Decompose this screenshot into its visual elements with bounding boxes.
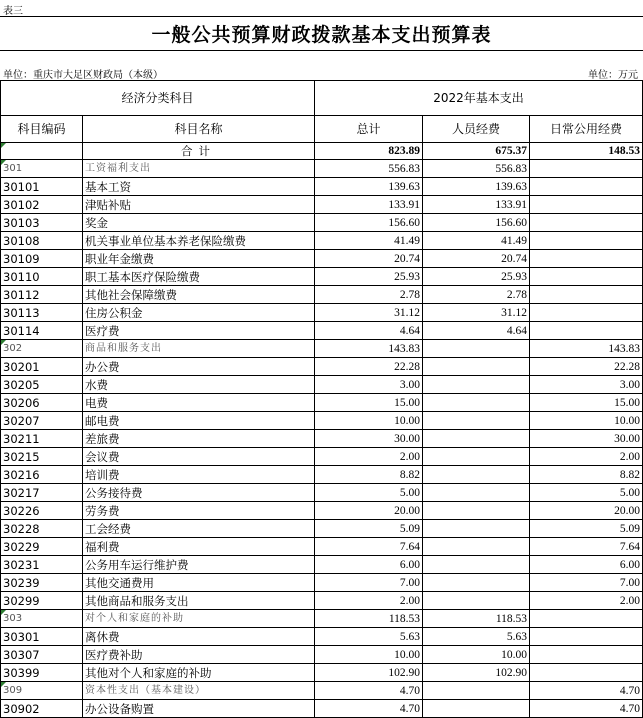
cell-public [530,610,643,628]
budget-table [0,80,643,718]
cell-public: 20.00 [530,502,643,520]
cell-personnel: 20.74 [423,250,530,268]
table-row [1,538,643,556]
table-row [1,466,643,484]
cell-name: 培训费 [83,466,315,484]
cell-total: 133.91 [315,196,423,214]
cell-name: 基本工资 [83,178,315,196]
table-row [1,502,643,520]
cell-code: 30109 [1,250,83,268]
table-row [1,358,643,376]
cell-total: 2.00 [315,592,423,610]
cell-total: 3.00 [315,376,423,394]
cell-total: 139.63 [315,178,423,196]
cell-total: 7.64 [315,538,423,556]
header-code: 科目编码 [1,116,83,143]
cell-code: 30216 [1,466,83,484]
cell-code: 302 [1,340,83,358]
cell-public: 15.00 [530,394,643,412]
total-code [1,143,83,160]
cell-personnel [423,358,530,376]
total-label: 合计 [83,143,315,160]
cell-code: 30307 [1,646,83,664]
header-row-group [1,81,643,116]
cell-total: 4.64 [315,322,423,340]
table-row [1,304,643,322]
cell-total: 22.28 [315,358,423,376]
header-row-columns [1,116,643,143]
cell-personnel [423,556,530,574]
cell-total: 2.00 [315,448,423,466]
table-row [1,520,643,538]
cell-total: 20.74 [315,250,423,268]
cell-code: 303 [1,610,83,628]
cell-public [530,196,643,214]
cell-name: 工资福利支出 [83,160,315,178]
cell-code: 30113 [1,304,83,322]
table-row [1,250,643,268]
table-row [1,286,643,304]
table-row [1,178,643,196]
table-row [1,700,643,718]
cell-public [530,322,643,340]
cell-public: 5.09 [530,520,643,538]
cell-total: 156.60 [315,214,423,232]
cell-name: 差旅费 [83,430,315,448]
cell-public: 7.64 [530,538,643,556]
cell-name: 会议费 [83,448,315,466]
cell-personnel: 10.00 [423,646,530,664]
cell-total: 7.00 [315,574,423,592]
cell-code: 30110 [1,268,83,286]
cell-total: 15.00 [315,394,423,412]
table-row [1,430,643,448]
cell-code: 30301 [1,628,83,646]
table-row [1,556,643,574]
header-economic-category: 经济分类科目 [1,81,315,116]
cell-name: 医疗费补助 [83,646,315,664]
cell-code: 30229 [1,538,83,556]
cell-name: 其他社会保障缴费 [83,286,315,304]
cell-personnel [423,484,530,502]
cell-personnel: 4.64 [423,322,530,340]
cell-name: 其他交通费用 [83,574,315,592]
cell-public: 3.00 [530,376,643,394]
cell-personnel [423,448,530,466]
cell-total: 5.63 [315,628,423,646]
cell-personnel: 139.63 [423,178,530,196]
cell-public [530,160,643,178]
cell-code: 30103 [1,214,83,232]
page-title: 一般公共预算财政拨款基本支出预算表 [151,24,492,46]
cell-name: 其他对个人和家庭的补助 [83,664,315,682]
cell-personnel: 5.63 [423,628,530,646]
cell-total: 2.78 [315,286,423,304]
cell-public: 10.00 [530,412,643,430]
cell-code: 30101 [1,178,83,196]
cell-personnel: 133.91 [423,196,530,214]
cell-total: 6.00 [315,556,423,574]
cell-code: 30205 [1,376,83,394]
cell-name: 职工基本医疗保险缴费 [83,268,315,286]
header-personnel: 人员经费 [423,116,530,143]
header-total: 总计 [315,116,423,143]
cell-personnel [423,538,530,556]
cell-public: 2.00 [530,448,643,466]
category-row [1,682,643,700]
cell-code: 30102 [1,196,83,214]
cell-public [530,250,643,268]
cell-public: 4.70 [530,700,643,718]
category-row [1,340,643,358]
cell-public [530,178,643,196]
top-divider [0,16,643,17]
cell-name: 邮电费 [83,412,315,430]
header-year-expense: 2022年基本支出 [315,81,643,116]
cell-name: 水费 [83,376,315,394]
cell-name: 电费 [83,394,315,412]
cell-personnel [423,592,530,610]
table-row [1,214,643,232]
cell-total: 31.12 [315,304,423,322]
cell-public [530,214,643,232]
cell-public: 2.00 [530,592,643,610]
cell-total: 4.70 [315,682,423,700]
cell-public [530,232,643,250]
cell-personnel [423,682,530,700]
table-row [1,592,643,610]
cell-public: 143.83 [530,340,643,358]
cell-code: 30226 [1,502,83,520]
table-row [1,232,643,250]
cell-personnel [423,412,530,430]
cell-personnel [423,502,530,520]
cell-total: 556.83 [315,160,423,178]
cell-total: 10.00 [315,646,423,664]
cell-total: 8.82 [315,466,423,484]
total-sum: 823.89 [315,143,423,160]
total-public: 148.53 [530,143,643,160]
cell-name: 工会经费 [83,520,315,538]
table-row [1,394,643,412]
table-row [1,664,643,682]
total-row [1,143,643,160]
table-row [1,628,643,646]
cell-public: 5.00 [530,484,643,502]
cell-public: 30.00 [530,430,643,448]
cell-personnel [423,520,530,538]
cell-name: 资本性支出（基本建设） [83,682,315,700]
cell-code: 30231 [1,556,83,574]
cell-name: 职业年金缴费 [83,250,315,268]
cell-personnel [423,340,530,358]
cell-total: 20.00 [315,502,423,520]
cell-code: 30201 [1,358,83,376]
cell-code: 30299 [1,592,83,610]
cell-total: 102.90 [315,664,423,682]
cell-public [530,628,643,646]
cell-name: 办公费 [83,358,315,376]
cell-total: 5.09 [315,520,423,538]
cell-code: 30228 [1,520,83,538]
cell-personnel: 41.49 [423,232,530,250]
cell-name: 劳务费 [83,502,315,520]
cell-code: 30902 [1,700,83,718]
cell-name: 机关事业单位基本养老保险缴费 [83,232,315,250]
cell-total: 4.70 [315,700,423,718]
cell-code: 30207 [1,412,83,430]
cell-name: 福利费 [83,538,315,556]
cell-code: 30239 [1,574,83,592]
table-row [1,268,643,286]
table-row [1,484,643,502]
cell-name: 离休费 [83,628,315,646]
cell-code: 30215 [1,448,83,466]
cell-code: 30211 [1,430,83,448]
title-divider [0,50,643,51]
cell-total: 25.93 [315,268,423,286]
cell-name: 住房公积金 [83,304,315,322]
cell-personnel: 102.90 [423,664,530,682]
cell-personnel [423,700,530,718]
cell-code: 301 [1,160,83,178]
table-row [1,412,643,430]
cell-code: 30399 [1,664,83,682]
table-number-label: 表三 [3,6,23,17]
table-row [1,322,643,340]
cell-total: 10.00 [315,412,423,430]
cell-name: 公务用车运行维护费 [83,556,315,574]
header-name: 科目名称 [83,116,315,143]
cell-personnel: 156.60 [423,214,530,232]
total-personnel: 675.37 [423,143,530,160]
cell-total: 118.53 [315,610,423,628]
cell-code: 309 [1,682,83,700]
cell-personnel: 2.78 [423,286,530,304]
cell-name: 对个人和家庭的补助 [83,610,315,628]
cell-name: 商品和服务支出 [83,340,315,358]
cell-personnel: 25.93 [423,268,530,286]
cell-personnel [423,466,530,484]
cell-personnel: 118.53 [423,610,530,628]
cell-public [530,664,643,682]
cell-public: 22.28 [530,358,643,376]
cell-public: 6.00 [530,556,643,574]
cell-code: 30114 [1,322,83,340]
cell-personnel: 31.12 [423,304,530,322]
cell-name: 奖金 [83,214,315,232]
cell-code: 30112 [1,286,83,304]
cell-personnel [423,394,530,412]
cell-total: 41.49 [315,232,423,250]
cell-public [530,268,643,286]
cell-total: 30.00 [315,430,423,448]
cell-total: 5.00 [315,484,423,502]
cell-personnel [423,430,530,448]
table-row [1,196,643,214]
unit-label: 单位：重庆市大足区财政局（本级） [3,70,163,81]
cell-total: 143.83 [315,340,423,358]
cell-code: 30217 [1,484,83,502]
cell-name: 津贴补贴 [83,196,315,214]
cell-public: 4.70 [530,682,643,700]
cell-public: 8.82 [530,466,643,484]
cell-personnel [423,376,530,394]
cell-name: 其他商品和服务支出 [83,592,315,610]
cell-name: 公务接待费 [83,484,315,502]
table-row [1,448,643,466]
header-public: 日常公用经费 [530,116,643,143]
cell-public [530,304,643,322]
cell-public [530,286,643,304]
cell-code: 30108 [1,232,83,250]
category-row [1,160,643,178]
table-row [1,646,643,664]
currency-unit-label: 单位：万元 [588,70,638,81]
table-row [1,376,643,394]
cell-personnel: 556.83 [423,160,530,178]
table-row [1,574,643,592]
cell-personnel [423,574,530,592]
cell-code: 30206 [1,394,83,412]
cell-public [530,646,643,664]
cell-name: 医疗费 [83,322,315,340]
category-row [1,610,643,628]
cell-name: 办公设备购置 [83,700,315,718]
cell-public: 7.00 [530,574,643,592]
